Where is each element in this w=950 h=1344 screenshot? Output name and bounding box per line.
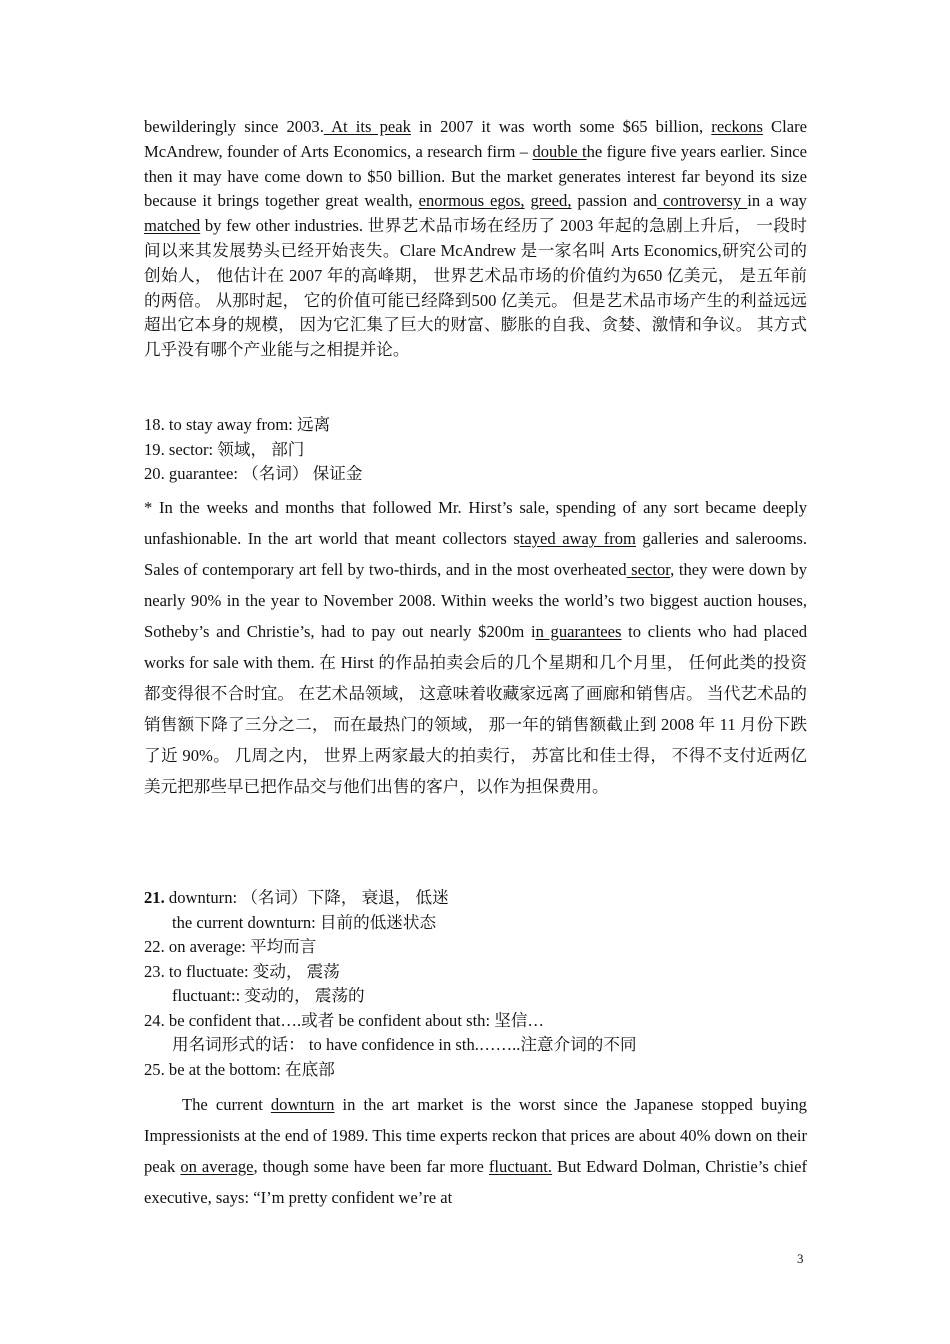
vocab-item-23: 23. to fluctuate: 变动， 震荡 [144,961,340,981]
vocab-item-18: 18. to stay away from: 远离 [144,415,331,434]
vocab-number: 21. [144,888,165,907]
text: to clients who had placed works for sale with them. 在 Hirst 的作品拍卖会后的几个星期和几个月里， 任何此类的投资都变得很不合时宜。 在艺术品领域， 这意味着收藏家远离了画廊和销售店。 当代艺术品的销售额下降了三分之二， 而在最热门的领域， 那一年的销售额截止到 2008 年 11 月份下跌了近 90%。 几周之内， 世界上两家最大的拍卖行， 苏富比和佳士得， 不得不支付近两亿美元把那些早已把作品交与他们出售的客户，以作为担保费用。 [144,622,807,796]
vocab-underline: downturn [270,1095,335,1114]
text: he figure five years earlier. Since then it may have come down to $50 billion. But the market generates interest far beyond its size because it brings together great wealth, [144,141,807,211]
vocab-item-22: 22. on average: 平均而言 [144,937,317,956]
vocab-subitem-21: the current downturn: 目前的低迷状态 [172,912,437,932]
page-number: 3 [797,1251,804,1266]
vocab-underline: At its peak [323,117,411,136]
paragraph-hirst-sale [144,492,807,802]
vocab-underline: n guarantees [535,622,622,641]
text: in 2007 it was worth some $65 billion, [410,117,712,136]
vocab-underline: tayed away from [519,529,636,548]
vocab-underline: on average [180,1157,254,1176]
text: But Edward Dolman, Christie’s chief executive, says: “I’m pretty confident we’re at [144,1157,807,1207]
vocab-subitem-24: 用名词形式的话： to have confidence in sth.……..注意介词的不同 [172,1035,637,1054]
text: in a way [747,191,807,211]
vocab-item-24: 24. be confident that….或者 be confident about sth: 坚信… [144,1010,545,1030]
vocab-underline: greed, [530,191,572,211]
text: bewilderingly since 2003. [144,117,324,136]
paragraph-current-downturn [144,1089,807,1213]
vocab-underline: reckons [711,117,763,136]
vocab-list-21-25 [144,886,807,1082]
text: Clare McAndrew, founder of Arts Economics, a research firm – [144,117,807,161]
text: * In the weeks and months that followed Mr. Hirst’s sale, spending of any sort became deeply unfashionable. In the art world that meant collectors s [144,498,807,548]
text: by few other industries. 世界艺术品市场在经历了 2003 年起的急剧上升后， 一段时间以来其发展势头已经开始丧失。Clare McAndrew 是一家名叫 Arts Economics,研究公司的创始人， 他估计在 2007 年的高峰期， 世界艺术品市场的价值约为650 亿美元， 是五年前的两倍。 从那时起， 它的价值可能已经降到500 亿美元。 但是艺术品市场产生的利益远远超出它本身的规模， 因为它汇集了巨大的财富、膨胀的自我、贪婪、激情和争议。 其方式几乎没有哪个产业能与之相提并论。 [144,216,807,360]
vocab-item-19: 19. sector: 领域， 部门 [144,439,305,459]
paragraph-art-market-size [144,115,807,363]
vocab-underline: fluctuant. [488,1157,553,1176]
text: in the art market is the worst since the Japanese stopped buying Impressionists at the end of 1989. This time experts reckon that prices are about 40% down on their peak [144,1095,807,1176]
text: , though some have been far more [253,1157,489,1176]
text: The current [182,1095,271,1114]
vocab-text: downturn: （名词）下降， 衰退， 低迷 [164,888,449,907]
vocab-underline: matched [144,216,201,236]
text: galleries and salerooms. Sales of contemporary art fell by two-thirds, and in the most overheated [144,529,807,579]
vocab-underline: double t [532,141,587,161]
vocab-underline: enormous egos, [418,191,525,211]
vocab-item-21 [144,886,807,911]
vocab-list-18-20 [144,413,807,487]
vocab-subitem-23: fluctuant:: 变动的， 震荡的 [172,986,365,1005]
text: , they were down by nearly 90% in the year to November 2008. Within weeks the world’s two biggest auction houses, Sotheby’s and Christie’s, had to pay out nearly $200m i [144,560,807,641]
vocab-item-20: 20. guarantee: （名词） 保证金 [144,464,363,483]
vocab-item-25: 25. be at the bottom: 在底部 [144,1059,335,1079]
vocab-underline: controversy [657,191,748,211]
text: passion and [571,191,658,211]
vocab-underline: sector [626,560,671,579]
